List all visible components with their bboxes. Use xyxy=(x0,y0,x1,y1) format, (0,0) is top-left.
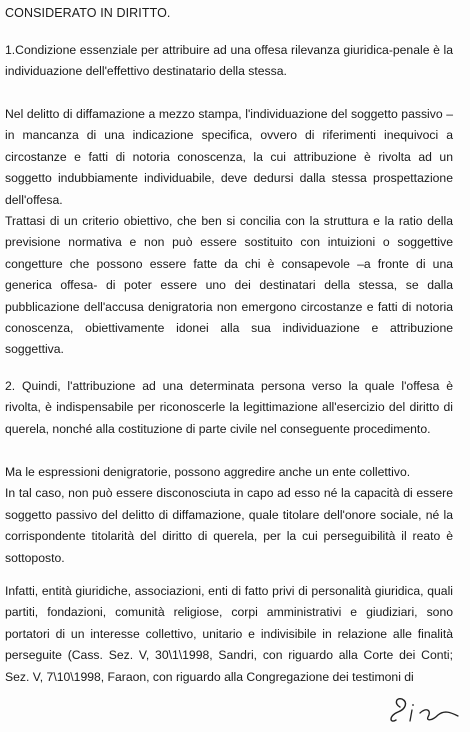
paragraph-2-text-b: Trattasi di un criterio obiettivo, che ben si concilia con la struttura e la ratio della previsione normativa e non può essere sostituito con intuizioni o soggettive congetture che possono essere fatte da chi è consapevole –a fronte di una generica offesa- di poter essere uno dei destinatari della stessa, se dalla pubblicazione dell'accusa denigratoria non emergono circostanze e fatti di notoria conoscenza, obiettivamente idonei alla sua individuazione e attribuzione soggettiva. xyxy=(5,214,453,357)
paragraph-1 xyxy=(5,40,453,83)
paragraph-5 xyxy=(5,581,453,688)
paragraph-4-text-b: In tal caso, non può essere disconosciuta in capo ad esso né la capacità di essere soggetto passivo del delitto di diffamazione, quale titolare dell'onore sociale, né la corrispondente titolarità del diritto di querela, per la cui perseguibilità il reato è sottoposto. xyxy=(5,486,453,565)
paragraph-4-text-a: Ma le espressioni denigratorie, possono aggredire anche un ente collettivo. xyxy=(5,465,411,479)
section-heading: CONSIDERATO IN DIRITTO. xyxy=(5,6,171,20)
paragraph-1-text: 1.Condizione essenziale per attribuire ad una offesa rilevanza giuridica-penale è la individuazione dell'effettivo destinatario della stessa. xyxy=(5,43,453,79)
paragraph-4 xyxy=(5,462,453,569)
paragraph-3-text: 2. Quindi, l'attribuzione ad una determinata persona verso la quale l'offesa è rivolta, è indispensabile per riconoscerle la legittimazione all'esercizio del diritto di querela, nonché alla costituzione di parte civile nel conseguente procedimento. xyxy=(5,379,453,436)
paragraph-2-text-a: Nel delitto di diffamazione a mezzo stampa, l'individuazione del soggetto passivo –in mancanza di una indicazione specifica, ovvero di riferimenti inequivoci a circostanze e fatti di notoria conoscenza, la cui attribuzione è rivolta ad un soggetto indubbiamente individuabile, deve dedursi dalla stessa prospettazione dell'offesa. xyxy=(5,107,453,207)
handwritten-signature xyxy=(386,690,466,730)
paragraph-5-text: Infatti, entità giuridiche, associazioni, enti di fatto privi di personalità giuridica, quali partiti, fondazioni, comunità religiose, corpi amministrativi e giudiziari, sono portatori di un interesse collettivo, unitario e indivisibile in relazione alle finalità perseguite (Cass. Sez. V, 30\1\1998, Sandri, con riguardo alla Corte dei Conti; Sez. V, 7\10\1998, Faraon, con riguardo alla Congregazione dei testimoni di xyxy=(5,584,453,684)
paragraph-3 xyxy=(5,376,453,440)
paragraph-2 xyxy=(5,104,453,361)
